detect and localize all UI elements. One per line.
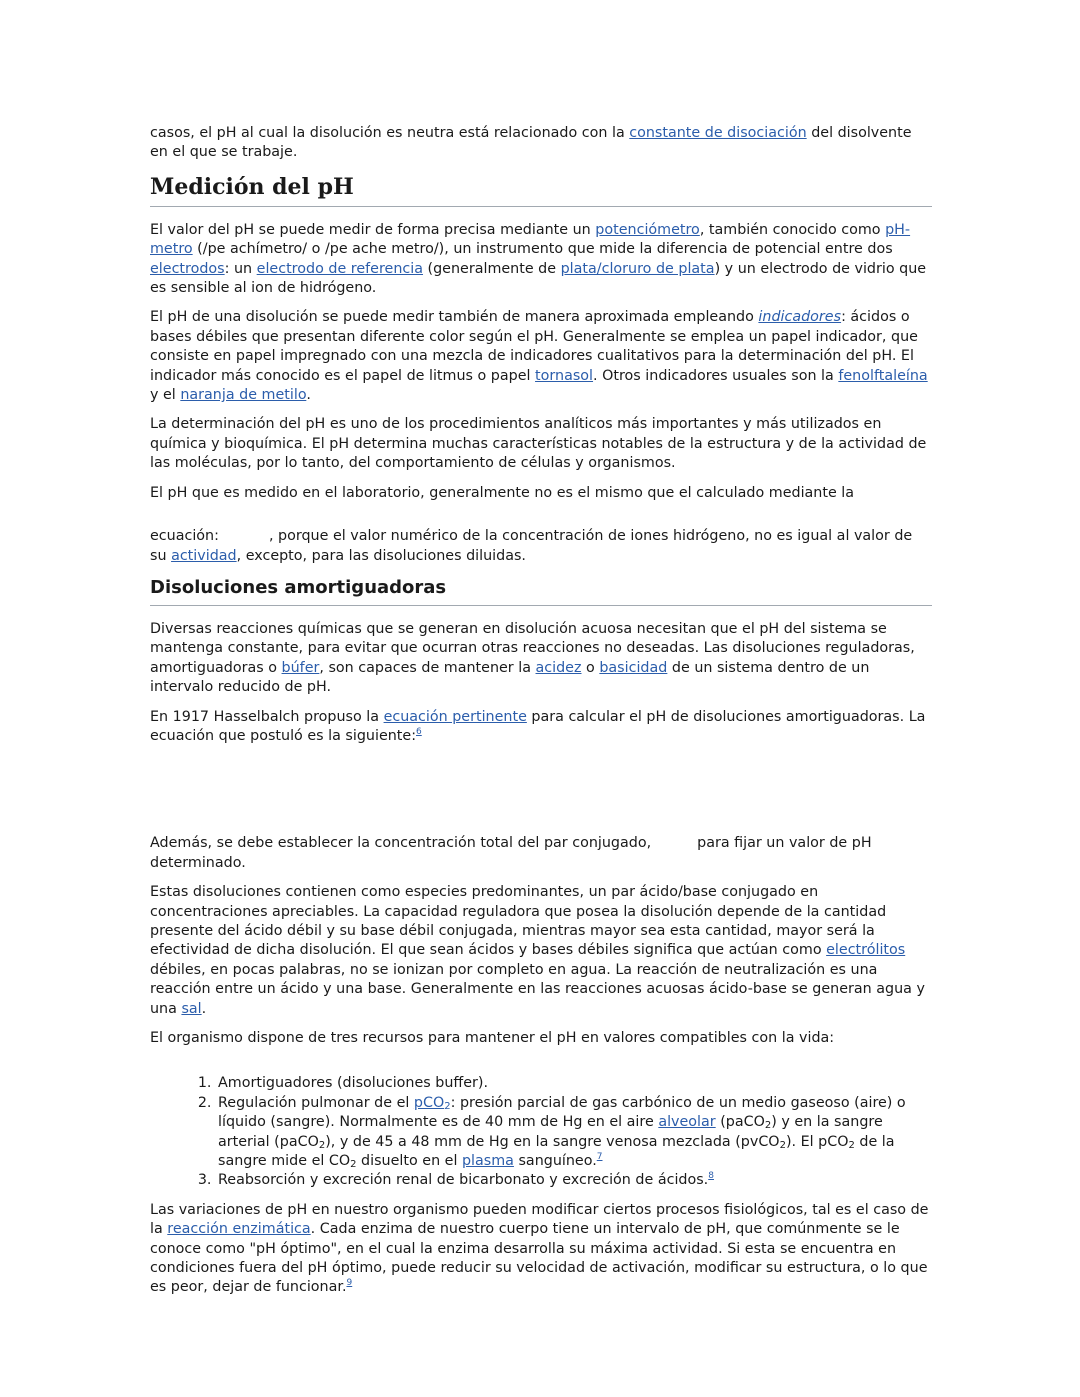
text: para fijar un valor de pH determinado. xyxy=(150,835,872,871)
text: o xyxy=(581,659,600,676)
subscript: 2 xyxy=(318,1139,326,1151)
text: ecuación: xyxy=(150,528,219,545)
link-sal[interactable]: sal xyxy=(181,1000,202,1017)
text: Las variaciones de pH en nuestro organismo pueden modificar ciertos procesos fisiológicos, tal es el caso de la xyxy=(150,1201,929,1238)
link-bufer[interactable]: búfer xyxy=(281,659,320,676)
text: para calcular el pH de disoluciones amortiguadoras. La ecuación que postuló es la siguiente: xyxy=(150,708,926,744)
text: Estas disoluciones contienen como especies predominantes, un par ácido/base conjugado en concentraciones apreciables. La capacidad reguladora que posea la disolución depende de la cantidad presente del ácido débil y su base débil conjugada, mientras mayor sea esta cantidad, mayor será la efectividad de dicha disolución. El que sean ácidos y bases débiles significa que actúan como xyxy=(150,884,887,959)
document-page xyxy=(150,124,932,1308)
text: , porque el valor numérico de la concentración de iones hidrógeno, no es igual al valor de su xyxy=(150,528,913,564)
text: . xyxy=(201,1000,207,1017)
text: : presión parcial de gas carbónico de un medio gaseoso (aire) o líquido (sangre). Normalmente es de 40 mm de Hg en el aire xyxy=(218,1094,906,1131)
text: ), y de 45 a 48 mm de Hg en la sangre venosa mezclada (pvCO xyxy=(325,1133,780,1150)
text: (paCO xyxy=(715,1114,765,1131)
text: . Cada enzima de nuestro cuerpo tiene un intervalo de pH, que comúnmente se le conoce como "pH óptimo", en el cual la enzima desarrolla su máxima actividad. Si esta se encuentra en condiciones fuera del pH óptimo, puede reducir su velocidad de activación, modificar su estructura, o lo que es peor, dejar de funcionar. xyxy=(150,1221,928,1296)
subscript: 2 xyxy=(764,1120,772,1132)
intro-paragraph xyxy=(150,124,932,163)
text: débiles, en pocas palabras, no se ionizan por completo en agua. La reacción de neutralización es una reacción entre un ácido y una base. Generalmente en las reacciones acuosas ácido-base se generan agua y una xyxy=(150,961,925,1017)
text: : un xyxy=(224,260,257,277)
paragraph-especies xyxy=(150,883,932,1019)
subscript: 2 xyxy=(848,1139,855,1151)
list-item xyxy=(216,1171,932,1190)
text: ) y un electrodo de vidrio que es sensible al ion de hidrógeno. xyxy=(150,260,927,297)
text: En 1917 Hasselbalch propuso la xyxy=(150,708,384,725)
link-electrodo-referencia[interactable]: electrodo de referencia xyxy=(256,260,423,277)
link-indicadores[interactable]: indicadores xyxy=(758,309,842,326)
text: y el xyxy=(150,387,181,404)
link-ecuacion-pertinente[interactable]: ecuación pertinente xyxy=(383,708,527,725)
link-basicidad[interactable]: basicidad xyxy=(599,659,668,676)
text: . Otros indicadores usuales son la xyxy=(593,367,839,384)
text: Regulación pulmonar de el xyxy=(218,1094,414,1111)
paragraph-reacciones xyxy=(150,620,932,698)
text: , excepto, para las disoluciones diluidas. xyxy=(236,547,526,564)
text: , también conocido como xyxy=(699,221,886,238)
text: de la sangre mide el CO xyxy=(218,1133,895,1170)
link-reaccion-enzimatica[interactable]: reacción enzimática xyxy=(167,1221,311,1238)
paragraph-par-conjugado xyxy=(150,834,932,873)
link-naranja-metilo[interactable]: naranja de metilo xyxy=(180,387,307,404)
link-electrolitos[interactable]: electrólitos xyxy=(826,942,906,959)
link-tornasol[interactable]: tornasol xyxy=(535,367,594,384)
text: sanguíneo. xyxy=(513,1153,597,1170)
footnote-link[interactable]: 6 xyxy=(416,726,422,737)
recursos-list xyxy=(150,1074,932,1190)
link-pco2[interactable] xyxy=(414,1095,451,1111)
link-plata-cloruro[interactable]: plata/cloruro de plata xyxy=(560,260,715,277)
footnote-link[interactable]: 8 xyxy=(708,1171,714,1182)
text: Diversas reacciones químicas que se generan en disolución acuosa necesitan que el pH del sistema se mantenga constante, para evitar que ocurran otras reacciones no deseadas. Las disoluciones reguladoras, amortiguadoras o xyxy=(150,620,915,676)
link-constante-disociacion[interactable]: constante de disociación xyxy=(629,125,807,141)
text: (generalmente de xyxy=(422,260,561,277)
link-plasma[interactable]: plasma xyxy=(461,1153,514,1170)
text: El pH de una disolución se puede medir también de manera aproximada empleando xyxy=(150,309,759,326)
footnote-ref-9[interactable] xyxy=(346,1278,352,1288)
paragraph-variaciones xyxy=(150,1201,932,1298)
text: . xyxy=(306,387,311,404)
paragraph-laboratorio: El pH que es medido en el laboratorio, generalmente no es el mismo que el calculado mediante la xyxy=(150,484,855,501)
link-potenciometro[interactable]: potenciómetro xyxy=(595,221,700,238)
list-item xyxy=(216,1094,932,1172)
text: , son capaces de mantener la xyxy=(319,659,536,676)
paragraph-ecuacion xyxy=(150,527,932,566)
text: pCO xyxy=(413,1094,445,1111)
text: : ácidos o bases débiles que presentan diferente color según el pH. Generalmente se emplea un papel indicador, que consiste en papel impregnado con una mezcla de indicadores cualitativos para la determinación del pH. El indicador más conocido es el papel de litmus o papel xyxy=(150,309,918,384)
footnote-ref-7[interactable] xyxy=(597,1152,603,1162)
paragraph-potenciometro xyxy=(150,221,932,299)
paragraph-organismo: El organismo dispone de tres recursos para mantener el pH en valores compatibles con la vida: xyxy=(150,1030,835,1046)
text: disuelto en el xyxy=(356,1153,462,1170)
subscript: 2 xyxy=(779,1139,786,1151)
paragraph-indicadores xyxy=(150,308,932,405)
text: del disolvente en el que se trabaje. xyxy=(150,125,912,161)
footnote-link[interactable]: 7 xyxy=(596,1152,603,1163)
text: de un sistema dentro de un intervalo reducido de pH. xyxy=(150,659,870,696)
link-electrodos[interactable]: electrodos xyxy=(150,260,225,277)
text: Además, se debe establecer la concentración total del par conjugado, xyxy=(150,835,652,852)
subscript: 2 xyxy=(350,1159,357,1171)
link-ph-metro[interactable]: pH-metro xyxy=(150,221,911,258)
paragraph-determinacion: La determinación del pH es uno de los procedimientos analíticos más importantes y más utilizados en química y bioquímica. El pH determina muchas características notables de la estructura y de la actividad de las moléculas, por lo tanto, del comportamiento de células y organismos. xyxy=(150,416,927,472)
text: casos, el pH al cual la disolución es neutra está relacionado con la xyxy=(150,125,630,141)
text: ). El pCO xyxy=(785,1133,849,1150)
text: (/pe achímetro/ o /pe ache metro/), un instrumento que mide la diferencia de potencial entre dos xyxy=(192,241,893,258)
subscript: 2 xyxy=(444,1100,451,1112)
list-item: 1. Amortiguadores (disoluciones buffer). xyxy=(216,1074,932,1093)
footnote-ref-8[interactable] xyxy=(708,1171,714,1181)
heading-medicion: Medición del pH xyxy=(150,173,932,207)
link-acidez[interactable]: acidez xyxy=(535,659,582,676)
text: El valor del pH se puede medir de forma precisa mediante un xyxy=(150,221,596,238)
text: ) y en la sangre arterial (paCO xyxy=(218,1114,883,1150)
heading-amortiguadoras: Disoluciones amortiguadoras xyxy=(150,576,932,606)
link-fenolftaleina[interactable]: fenolftaleína xyxy=(838,367,928,384)
text: Reabsorción y excreción renal de bicarbonato y excreción de ácidos. xyxy=(218,1172,709,1189)
footnote-ref-6[interactable] xyxy=(416,727,422,737)
paragraph-hasselbalch xyxy=(150,708,932,747)
footnote-link[interactable]: 9 xyxy=(346,1278,353,1289)
link-alveolar[interactable]: alveolar xyxy=(658,1114,716,1131)
link-actividad[interactable]: actividad xyxy=(171,547,237,564)
